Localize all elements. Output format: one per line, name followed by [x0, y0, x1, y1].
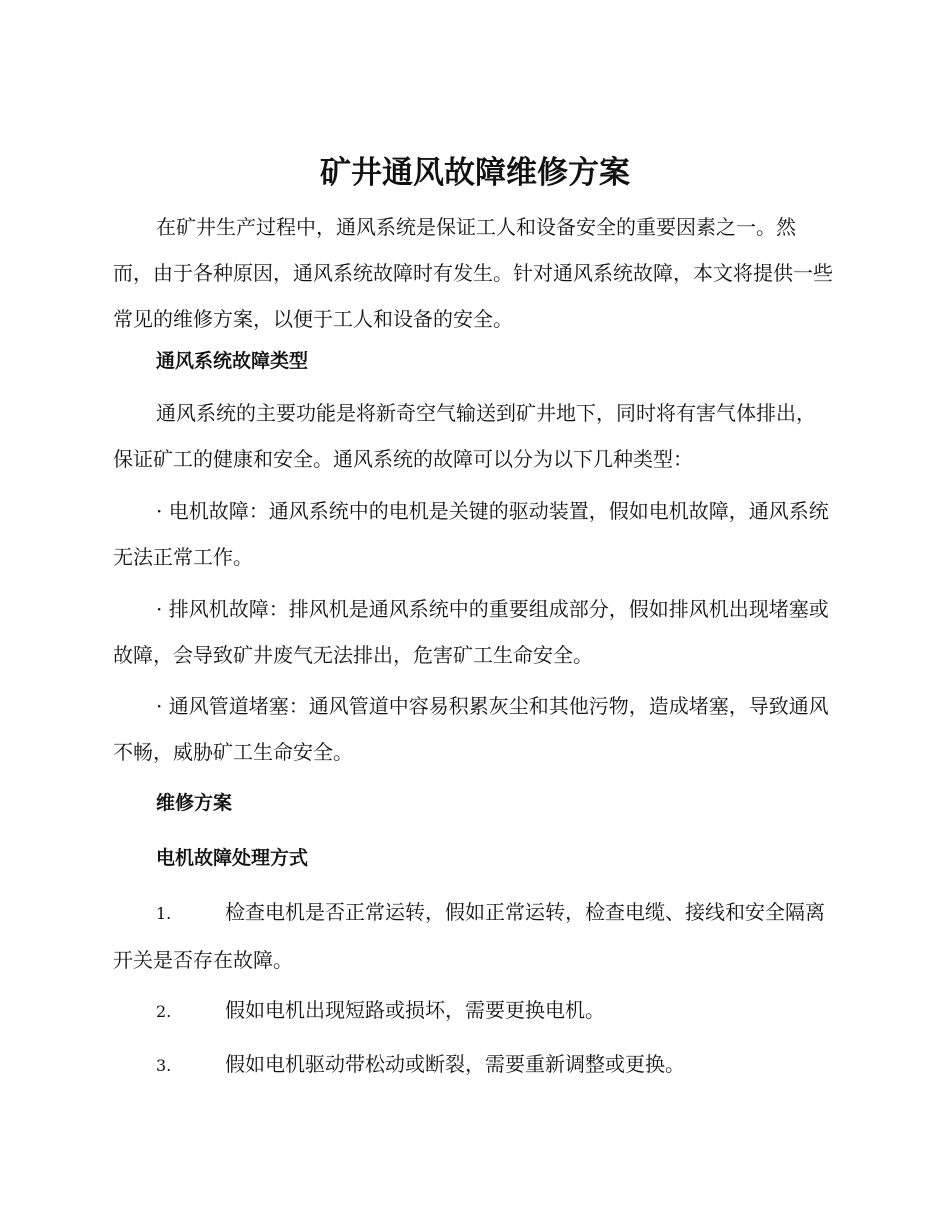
bullet-item-exhaust-fan: · 排风机故障：排风机是通风系统中的重要组成部分，假如排风机出现堵塞或故障，会导致矿井废气无法排出，危害矿工生命安全。: [113, 597, 829, 667]
step-number: 2.: [156, 1002, 172, 1021]
section-heading-repair-plan: 维修方案: [156, 792, 233, 814]
step-number: 1.: [156, 904, 172, 923]
list-item-step-3: [113, 1041, 835, 1089]
fault-types-paragraph: 通风系统的主要功能是将新奇空气输送到矿井地下，同时将有害气体排出，保证矿工的健康和安全。通风系统的故障可以分为以下几种类型：: [113, 401, 816, 471]
step-text: 检查电机是否正常运转，假如正常运转，检查电缆、接线和安全隔离开关是否存在故障。: [113, 900, 825, 972]
bullet-item-motor: · 电机故障：通风系统中的电机是关键的驱动装置，假如电机故障，通风系统无法正常工作。: [113, 499, 829, 569]
document-title: 矿井通风故障维修方案: [320, 155, 630, 191]
step-text: 假如电机驱动带松动或断裂，需要重新调整或更换。: [225, 1052, 685, 1076]
step-number: 3.: [156, 1056, 172, 1075]
section-heading-fault-types: 通风系统故障类型: [156, 350, 309, 372]
intro-paragraph: 在矿井生产过程中，通风系统是保证工人和设备安全的重要因素之一。然而，由于各种原因，通风系统故障时有发生。针对通风系统故障，本文将提供一些常见的维修方案，以便于工人和设备的安全。: [113, 215, 833, 331]
subsection-heading-motor-handling: 电机故障处理方式: [156, 847, 309, 869]
list-item-step-1: [113, 889, 835, 983]
list-item-step-2: [113, 987, 835, 1035]
step-text: 假如电机出现短路或损坏，需要更换电机。: [225, 998, 605, 1022]
bullet-item-duct-blockage: · 通风管道堵塞：通风管道中容易积累灰尘和其他污物，造成堵塞，导致通风不畅，威胁矿工生命安全。: [113, 694, 829, 764]
